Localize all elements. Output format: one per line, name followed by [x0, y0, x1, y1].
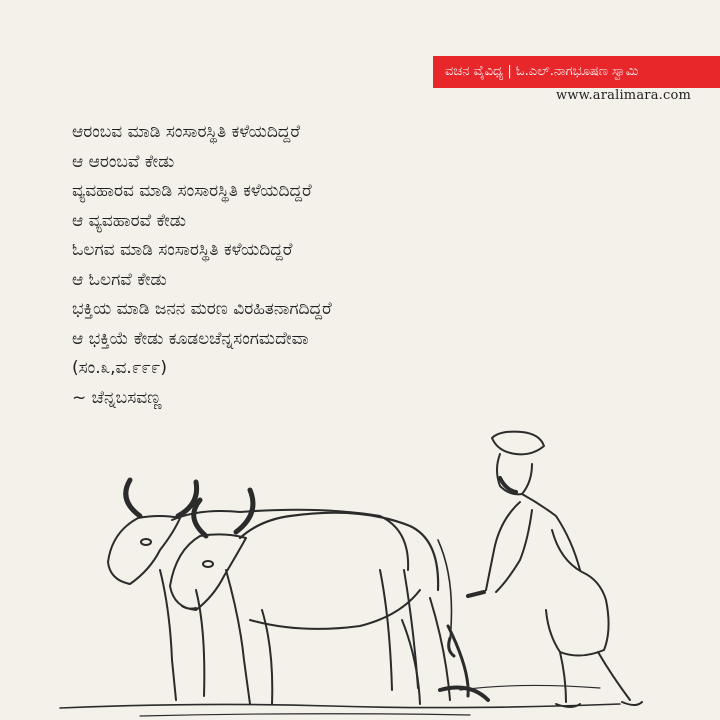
poem-reference: (ಸಂ.೩,ವ.೯೯೯)	[72, 358, 168, 378]
poem-line: ವ್ಯವಹಾರವ ಮಾಡಿ ಸಂಸಾರಸ್ಥಿತಿ ಕಳೆಯದಿದ್ದರೆ	[72, 181, 312, 201]
poem-line: ಆ ಭಕ್ತಿಯೆ ಕೇಡು ಕೂಡಲಚೆನ್ನಸಂಗಮದೇವಾ	[72, 328, 309, 349]
poem-line: ಭಕ್ತಿಯ ಮಾಡಿ ಜನನ ಮರಣ ವಿರಹಿತನಾಗದಿದ್ದರೆ	[72, 299, 332, 319]
poem-line: ಆ ವ್ಯವಹಾರವೆ ಕೇಡು	[72, 210, 187, 231]
poem-line: ಆ ಆರಂಬವೆ ಕೇಡು	[72, 151, 175, 172]
poem-author: ~ ಚೆನ್ನಬಸವಣ್ಣ	[72, 387, 162, 408]
farmer-plough-oxen-icon	[0, 420, 720, 720]
ox-back-icon	[108, 480, 418, 700]
series-banner: ವಚನ ವೈವಿಧ್ಯ | ಓ.ಎಲ್.ನಾಗಭೂಷಣ ಸ್ವಾಮಿ	[433, 56, 720, 88]
farmer-icon	[486, 432, 642, 707]
website-link[interactable]: www.aralimara.com	[556, 88, 692, 103]
ox-front-icon	[170, 490, 454, 704]
poem-line: ಆರಂಬವ ಮಾಡಿ ಸಂಸಾರಸ್ಥಿತಿ ಕಳೆಯದಿದ್ದರೆ	[72, 122, 300, 142]
vachana-poem	[72, 118, 632, 413]
poem-line: ಓಲಗವ ಮಾಡಿ ಸಂಸಾರಸ್ಥಿತಿ ಕಳೆಯದಿದ್ದರೆ	[72, 240, 293, 260]
poem-line: ಆ ಓಲಗವೆ ಕೇಡು	[72, 269, 167, 290]
